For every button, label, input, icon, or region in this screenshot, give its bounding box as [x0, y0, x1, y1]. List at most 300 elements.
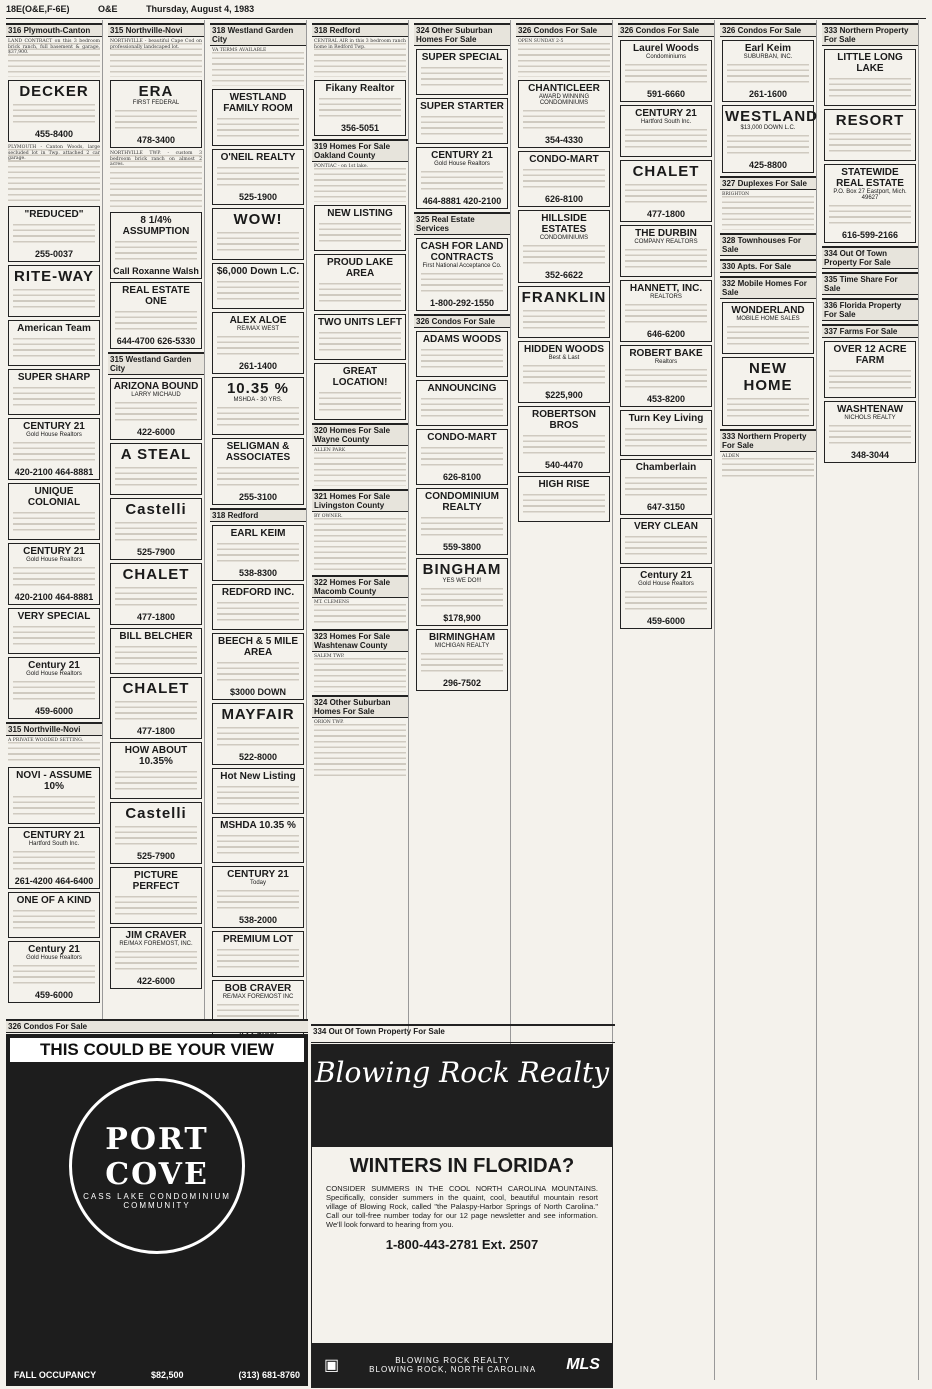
ad-title: 8 1/4% ASSUMPTION — [122, 215, 190, 237]
display-ad — [518, 151, 610, 207]
listing-text: ALLEN PARK — [314, 448, 406, 486]
ad-title: Century 21 — [640, 570, 692, 581]
blowing-rock-phone: 1-800-443-2781 Ext. 2507 — [385, 1237, 539, 1252]
display-ad — [110, 563, 202, 625]
ad-title: NOVI - ASSUME 10% — [16, 770, 92, 792]
ad-title: BEECH & 5 MILE AREA — [217, 636, 298, 658]
ad-subtitle: Today — [249, 880, 266, 886]
display-ad — [8, 608, 100, 654]
ad-phone: 591-6660 — [646, 89, 686, 99]
ad-subtitle: SUBURBAN, INC. — [743, 54, 793, 60]
ad-title: CENTURY 21 — [23, 830, 85, 841]
ad-title: LITTLE LONG LAKE — [837, 52, 903, 74]
display-ad — [314, 314, 406, 360]
ad-phone: 352-6622 — [544, 270, 584, 280]
ad-fine-print — [13, 622, 95, 648]
ad-fine-print — [217, 782, 299, 808]
ad-title: CONDO-MART — [529, 154, 599, 165]
display-ad — [8, 206, 100, 262]
listing-text: NORTHVILLE TWP. - custom 3 bedroom brick ranch on almost 2 acres. — [110, 151, 202, 209]
ad-title: RESORT — [835, 112, 905, 129]
issue-date: Thursday, August 4, 1983 — [146, 4, 255, 14]
ad-title: CONDOMINIUM REALTY — [425, 491, 499, 513]
ad-title: CENTURY 21 — [23, 546, 85, 557]
ad-fine-print — [217, 945, 299, 971]
ad-phone: 422-6000 — [136, 427, 176, 437]
ad-fine-print — [523, 106, 605, 132]
ad-subtitle: COMPANY REALTORS — [634, 239, 698, 245]
ad-subtitle: RE/MAX FOREMOST INC — [222, 994, 294, 1000]
ad-fine-print — [217, 463, 299, 489]
ad-fine-print — [625, 473, 707, 499]
display-ad — [824, 164, 916, 243]
ad-subtitle: RE/MAX WEST — [236, 326, 279, 332]
ad-fine-print — [421, 443, 503, 469]
section-heading: 315 Northville-Novi — [108, 23, 204, 37]
column-7 — [618, 20, 715, 1380]
section-heading-334: 334 Out Of Town Property For Sale — [311, 1024, 615, 1043]
ad-title: HIGH RISE — [538, 479, 590, 490]
display-ad — [212, 931, 304, 977]
section-heading: 322 Homes For Sale Macomb County — [312, 575, 408, 598]
ad-fine-print — [115, 583, 197, 609]
ad-phone: 459-6000 — [646, 616, 686, 626]
ad-title: VERY SPECIAL — [17, 611, 91, 622]
ad-fine-print — [727, 60, 809, 86]
ad-fine-print — [421, 112, 503, 138]
ad-title: "REDUCED" — [24, 209, 84, 220]
ad-phone: 464-8881 420-2100 — [422, 196, 502, 206]
display-ad — [110, 443, 202, 495]
ad-title: CONDO-MART — [427, 432, 497, 443]
port-cove-ad — [6, 1034, 308, 1386]
ad-phone: 525-7900 — [136, 547, 176, 557]
display-ad — [8, 767, 100, 824]
listing-text: OPEN SUNDAY 2-5 — [518, 39, 610, 77]
ad-title: VERY CLEAN — [634, 521, 698, 532]
ad-subtitle: AWARD WINNING CONDOMINIUMS — [538, 94, 590, 106]
ad-fine-print — [13, 906, 95, 932]
section-heading: 321 Homes For Sale Livingston County — [312, 489, 408, 512]
ad-phone: 354-4330 — [544, 135, 584, 145]
section-heading: 334 Out Of Town Property For Sale — [822, 246, 918, 269]
ad-phone: 455-8400 — [34, 129, 74, 139]
section-heading: 324 Other Suburban Homes For Sale — [312, 695, 408, 718]
display-ad — [110, 677, 202, 739]
ad-fine-print — [523, 165, 605, 191]
ad-title: Century 21 — [28, 944, 80, 955]
display-ad — [8, 941, 100, 1003]
ad-subtitle: MOBILE HOME SALES — [736, 316, 800, 322]
display-ad — [824, 49, 916, 106]
ad-title: ANNOUNCING — [427, 383, 497, 394]
display-ad — [722, 302, 814, 354]
ad-fine-print — [523, 490, 605, 516]
display-ad — [416, 429, 508, 485]
section-heading: 328 Townhouses For Sale — [720, 233, 816, 256]
ad-subtitle: CONDOMINIUMS — [539, 235, 589, 241]
display-ad — [620, 40, 712, 102]
ad-title: JIM CRAVER — [125, 930, 187, 941]
display-ad — [722, 105, 818, 173]
listing-text: VA TERMS AVAILABLE — [212, 48, 304, 86]
display-ad — [722, 357, 814, 426]
ad-phone: 356-5051 — [340, 123, 380, 133]
ad-title: SUPER SHARP — [17, 372, 91, 383]
ad-subtitle: First National Acceptance Co. — [422, 263, 502, 269]
display-ad — [416, 488, 508, 555]
section-heading-326-bottom: 326 Condos For Sale — [6, 1019, 308, 1033]
display-ad — [212, 377, 304, 435]
display-ad — [8, 892, 100, 938]
section-heading: 326 Condos For Sale — [720, 23, 816, 37]
port-cove-ring-text: CASS LAKE CONDOMINIUM COMMUNITY — [83, 1192, 231, 1210]
ad-fine-print — [13, 677, 95, 703]
ad-fine-print — [625, 424, 707, 450]
ad-title: DECKER — [19, 83, 89, 100]
ad-fine-print — [115, 822, 197, 848]
display-ad — [620, 410, 712, 456]
ad-title: HOW ABOUT 10.35% — [124, 745, 188, 767]
ad-phone: 459-6000 — [34, 990, 74, 1000]
ad-title: ROBERTSON BROS — [532, 409, 596, 431]
ad-fine-print — [115, 518, 197, 544]
ad-fine-print — [217, 831, 299, 857]
mls-logo: MLS — [566, 1356, 600, 1373]
blowing-rock-footer-name: BLOWING ROCK REALTY — [395, 1356, 511, 1365]
ad-title: NEW HOME — [743, 360, 793, 394]
ad-fine-print — [421, 513, 503, 539]
blowing-rock-brand: Blowing Rock Realty — [312, 1045, 612, 1147]
ad-subtitle: Gold House Realtors — [26, 671, 82, 677]
ad-title: BILL BELCHER — [119, 631, 193, 642]
display-ad — [518, 80, 610, 148]
port-cove-headline: THIS COULD BE YOUR VIEW — [10, 1038, 304, 1062]
ad-fine-print — [523, 306, 605, 332]
ad-fine-print — [13, 383, 95, 409]
display-ad — [8, 827, 100, 889]
ad-title: Century 21 — [28, 660, 80, 671]
display-ad — [620, 567, 712, 629]
ad-fine-print — [625, 532, 707, 558]
column-2 — [108, 20, 205, 1030]
ad-title: NEW LISTING — [327, 208, 393, 219]
section-heading: 315 Northville-Novi — [6, 722, 102, 736]
section-heading: 319 Homes For Sale Oakland County — [312, 139, 408, 162]
display-ad — [110, 742, 202, 799]
ad-title: CHALET — [122, 566, 190, 583]
ad-subtitle: Hartford South Inc. — [640, 119, 692, 125]
ad-title: UNIQUE COLONIAL — [27, 486, 81, 508]
port-cove-ring — [69, 1078, 245, 1254]
section-heading: 332 Mobile Homes For Sale — [720, 276, 816, 299]
ad-subtitle: RE/MAX FOREMOST, INC. — [119, 941, 193, 947]
ad-subtitle: MSHDA - 30 YRS. — [233, 397, 283, 403]
ad-fine-print — [115, 463, 197, 489]
ad-fine-print — [625, 587, 707, 613]
column-3 — [210, 20, 307, 1030]
listing-text: NORTHVILLE - beautiful Cape Cod on professionally landscaped lot. — [110, 39, 202, 77]
ad-title: GREAT LOCATION! — [332, 366, 388, 388]
display-ad — [518, 341, 610, 403]
display-ad — [824, 401, 916, 463]
section-heading: 326 Condos For Sale — [414, 314, 510, 328]
ad-phone: 261-4200 464-6400 — [14, 876, 94, 886]
display-ad — [110, 802, 202, 864]
ad-title: $6,000 Down L.C. — [216, 266, 300, 277]
ad-title: REDFORD INC. — [221, 587, 295, 598]
ad-fine-print — [625, 245, 707, 271]
display-ad — [722, 40, 814, 102]
ad-fine-print — [829, 421, 911, 447]
ad-title: PICTURE PERFECT — [132, 870, 180, 892]
ad-title: ROBERT BAKE — [629, 348, 703, 359]
ad-phone: $225,900 — [545, 390, 583, 400]
ad-title: MSHDA 10.35 % — [220, 820, 296, 831]
ad-subtitle: MICHIGAN REALTY — [434, 643, 490, 649]
display-ad — [110, 282, 202, 349]
ad-phone: 522-8000 — [238, 752, 278, 762]
port-cove-logo: PORT COVE — [105, 1122, 209, 1192]
ad-fine-print — [115, 237, 197, 263]
ad-title: WOW! — [233, 211, 283, 228]
ad-title: HIDDEN WOODS — [524, 344, 604, 355]
display-ad — [212, 438, 304, 505]
display-ad — [518, 476, 610, 522]
ad-title: REAL ESTATE ONE — [122, 285, 190, 307]
ad-phone: 540-4470 — [544, 460, 584, 470]
ad-phone: 477-1800 — [646, 209, 686, 219]
ad-subtitle: FIRST FEDERAL — [132, 100, 180, 106]
display-ad — [212, 89, 304, 146]
ad-title: FRANKLIN — [521, 289, 607, 306]
ad-title: CHALET — [122, 680, 190, 697]
blowing-rock-logo-icon: ▣ — [324, 1357, 340, 1374]
ad-title: ALEX ALOE — [229, 315, 287, 326]
ad-fine-print — [13, 285, 95, 311]
ad-phone: $178,900 — [443, 613, 481, 623]
ad-subtitle: Gold House Realtors — [434, 161, 490, 167]
newspaper-name: O&E — [98, 4, 118, 14]
ad-fine-print — [13, 334, 95, 360]
masthead — [6, 4, 926, 19]
ad-fine-print — [829, 366, 911, 392]
display-ad — [518, 286, 610, 338]
ad-fine-print — [217, 332, 299, 358]
blowing-rock-footer — [312, 1343, 612, 1387]
listing-text: MT. CLEMENS — [314, 600, 406, 626]
display-ad — [518, 406, 610, 473]
display-ad — [416, 98, 508, 144]
ad-fine-print — [115, 697, 197, 723]
section-heading: 336 Florida Property For Sale — [822, 298, 918, 321]
display-ad — [314, 80, 406, 136]
ad-phone: 255-3100 — [238, 492, 278, 502]
ad-subtitle: YES WE DO!!! — [442, 578, 482, 584]
display-ad — [8, 80, 100, 142]
listing-text: CENTRAL AIR in this 3 bedroom ranch home in Redford Twp. — [314, 39, 406, 77]
ad-phone: 425-8800 — [748, 160, 788, 170]
ad-phone: 261-1400 — [238, 361, 278, 371]
display-ad — [416, 147, 508, 209]
ad-fine-print — [523, 241, 605, 267]
ad-fine-print — [13, 792, 95, 818]
ad-fine-print — [217, 277, 299, 303]
ad-fine-print — [319, 94, 401, 120]
ad-fine-print — [217, 403, 299, 429]
ad-fine-print — [625, 300, 707, 326]
display-ad — [110, 867, 202, 924]
section-heading: 337 Farms For Sale — [822, 324, 918, 338]
ad-title: ONE OF A KIND — [16, 895, 92, 906]
ad-fine-print — [727, 394, 809, 420]
section-heading: 318 Redford — [210, 508, 306, 522]
ad-phone: 538-2000 — [238, 915, 278, 925]
ad-fine-print — [115, 106, 197, 132]
section-heading: 320 Homes For Sale Wayne County — [312, 423, 408, 446]
ad-fine-print — [421, 269, 503, 295]
ad-title: Laurel Woods — [633, 43, 699, 54]
ad-fine-print — [13, 961, 95, 987]
display-ad — [416, 238, 508, 311]
listing-text: ALDEN — [722, 454, 814, 480]
display-ad — [110, 628, 202, 674]
ad-title: ARIZONA BOUND — [113, 381, 199, 392]
ad-fine-print — [523, 361, 605, 387]
display-ad — [416, 331, 508, 377]
display-ad — [416, 49, 508, 95]
ad-fine-print — [217, 539, 299, 565]
ad-fine-print — [319, 388, 401, 414]
display-ad — [416, 380, 508, 426]
ad-title: THE DURBIN — [635, 228, 697, 239]
ad-fine-print — [13, 563, 95, 589]
ad-title: PROUD LAKE AREA — [326, 257, 394, 279]
ad-phone: 626-8100 — [544, 194, 584, 204]
ad-title: Castelli — [125, 501, 187, 518]
ad-fine-print — [625, 365, 707, 391]
ad-title: ADAMS WOODS — [422, 334, 502, 345]
ad-title: BINGHAM — [422, 561, 502, 578]
ad-fine-print — [421, 649, 503, 675]
display-ad — [8, 320, 100, 366]
listing-text: SALEM TWP. — [314, 654, 406, 692]
ad-subtitle: Gold House Realtors — [26, 955, 82, 961]
section-heading: 325 Real Estate Services — [414, 212, 510, 235]
display-ad — [110, 378, 202, 440]
display-ad — [8, 543, 100, 605]
display-ad — [110, 498, 202, 560]
ad-subtitle: REALTORS — [650, 294, 682, 300]
ad-subtitle: Gold House Realtors — [638, 581, 694, 587]
ad-title: SELIGMAN & ASSOCIATES — [225, 441, 291, 463]
ad-title: Fikany Realtor — [325, 83, 395, 94]
ad-title: O'NEIL REALTY — [220, 152, 296, 163]
display-ad — [416, 558, 508, 626]
ad-title: STATEWIDE REAL ESTATE — [836, 167, 904, 189]
ad-title: CENTURY 21 — [431, 150, 493, 161]
ad-phone: 616-599-2166 — [841, 230, 899, 240]
ad-title: EARL KEIM — [230, 528, 286, 539]
ad-phone: 559-3800 — [442, 542, 482, 552]
ad-fine-print — [217, 723, 299, 749]
section-heading: 330 Apts. For Sale — [720, 259, 816, 273]
ad-subtitle: Realtors — [654, 359, 678, 365]
ad-title: MAYFAIR — [221, 706, 295, 723]
section-heading: 335 Time Share For Sale — [822, 272, 918, 295]
column-4 — [312, 20, 409, 1030]
display-ad — [212, 525, 304, 581]
listing-text: PONTIAC - on 1st lake. — [314, 164, 406, 202]
ad-phone: 453-8200 — [646, 394, 686, 404]
ad-phone: 261-1600 — [748, 89, 788, 99]
section-heading: 318 Westland Garden City — [210, 23, 306, 46]
listing-text: LAND CONTRACT on this 3 bedroom brick ranch, full basement & garage, $37,900. — [8, 39, 100, 77]
display-ad — [620, 105, 712, 157]
display-ad — [8, 418, 100, 480]
ad-phone: 525-1900 — [238, 192, 278, 202]
ad-title: BOB CRAVER — [224, 983, 292, 994]
section-heading: 333 Northern Property For Sale — [720, 429, 816, 452]
ad-title: OVER 12 ACRE FARM — [833, 344, 907, 366]
display-ad — [620, 459, 712, 515]
ad-subtitle: Hartford South Inc. — [28, 841, 80, 847]
display-ad — [8, 657, 100, 719]
display-ad — [824, 109, 916, 161]
ad-phone: 477-1800 — [136, 726, 176, 736]
port-cove-price: $82,500 — [151, 1370, 184, 1380]
ad-fine-print — [115, 947, 197, 973]
display-ad — [212, 817, 304, 863]
ad-fine-print — [319, 219, 401, 245]
display-ad — [824, 341, 916, 398]
port-cove-footer — [14, 1370, 300, 1380]
ad-title: PREMIUM LOT — [223, 934, 293, 945]
ad-title: BIRMINGHAM — [428, 632, 496, 643]
ad-title: A STEAL — [120, 446, 192, 463]
ad-fine-print — [421, 345, 503, 371]
ad-fine-print — [115, 892, 197, 918]
listing-text: A PRIVATE WOODED SETTING. — [8, 738, 100, 764]
ad-fine-print — [13, 438, 95, 464]
blowing-rock-body: CONSIDER SUMMERS IN THE COOL NORTH CAROLINA MOUNTAINS. Specifically, consider summers in the quaint, cool, beautiful mountain resort village of Blowing Rock, called "the Palaspy-Harbor Springs of North Carolina." Call our toll-free number today for our 12 page newsletter and see information. We'll look forward to hearing from you. — [326, 1184, 598, 1229]
listing-text: BRIGHTON — [722, 192, 814, 230]
ad-phone: 348-3044 — [850, 450, 890, 460]
ad-fine-print — [115, 642, 197, 668]
ad-title: WESTLAND — [725, 108, 818, 125]
ad-fine-print — [115, 307, 197, 333]
ad-fine-print — [523, 431, 605, 457]
ad-fine-print — [115, 398, 197, 424]
ad-subtitle: Gold House Realtors — [26, 432, 82, 438]
listing-text: BY OWNER. — [314, 514, 406, 572]
column-8 — [720, 20, 817, 1380]
ad-fine-print — [319, 328, 401, 354]
ad-fine-print — [217, 598, 299, 624]
display-ad — [8, 369, 100, 415]
display-ad — [212, 312, 304, 374]
column-1 — [6, 20, 103, 1030]
display-ad — [620, 345, 712, 407]
display-ad — [110, 212, 202, 279]
ad-subtitle: NICHOLS REALTY — [844, 415, 896, 421]
ad-title: American Team — [17, 323, 91, 334]
ad-fine-print — [217, 658, 299, 684]
ad-fine-print — [829, 74, 911, 100]
blowing-rock-footer-place: BLOWING ROCK, NORTH CAROLINA — [369, 1365, 537, 1374]
display-ad — [620, 160, 712, 222]
display-ad — [620, 225, 712, 277]
